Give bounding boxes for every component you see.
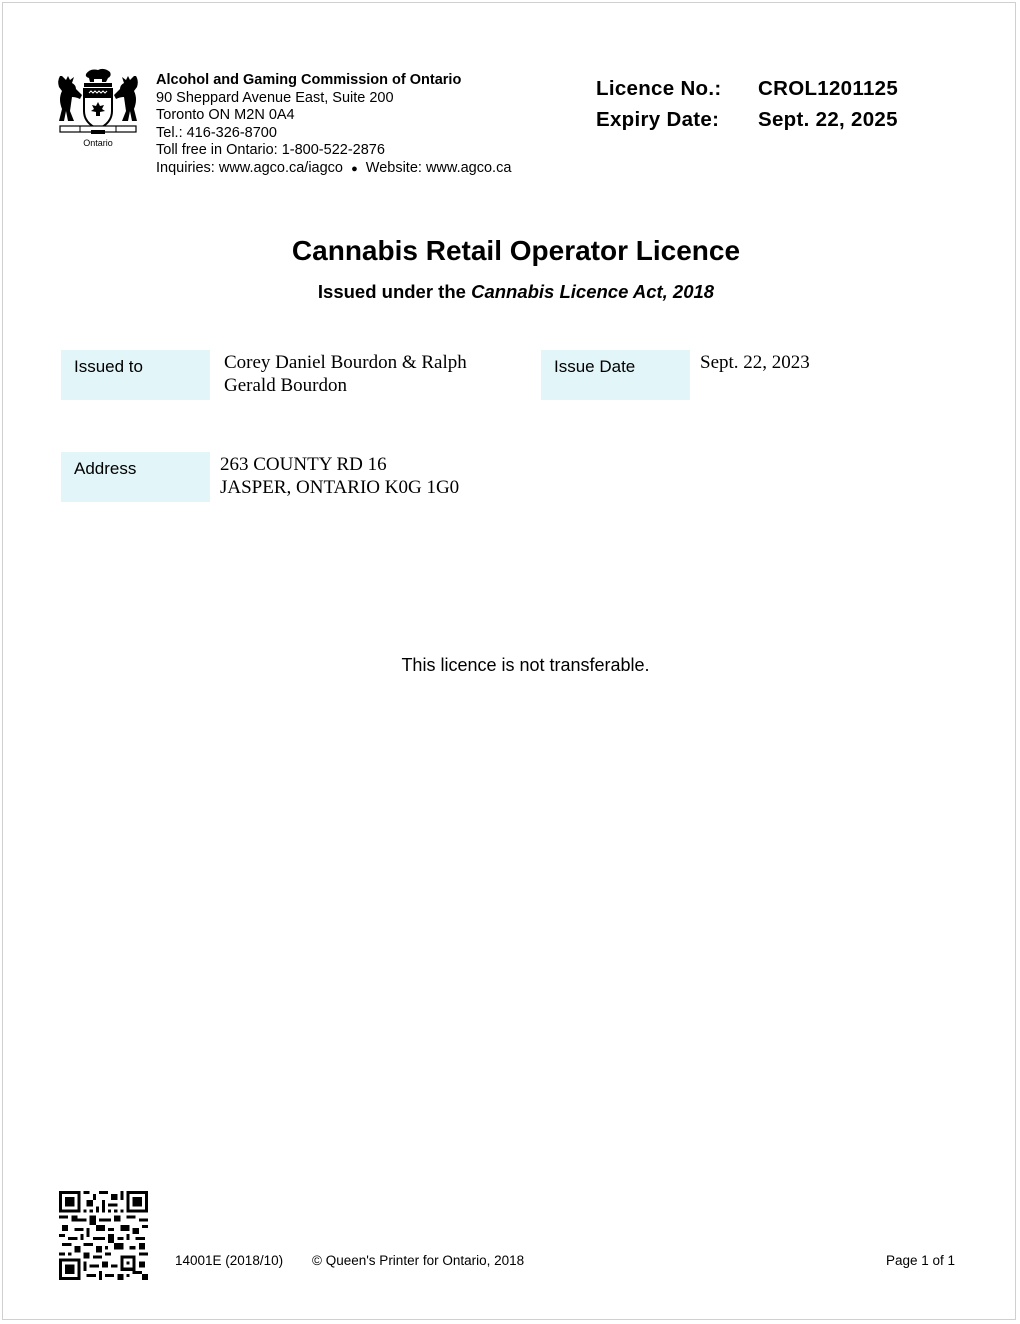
organization-info [156, 72, 511, 178]
expiry-date-label: Expiry Date: [596, 108, 720, 131]
subtitle-prefix: Issued under the [317, 281, 466, 302]
issued-to-line1: Corey Daniel Bourdon & Ralph [224, 352, 467, 373]
address-label: Address [61, 452, 210, 502]
issued-to-label: Issued to [61, 350, 210, 400]
org-address-line2: Toronto ON M2N 0A4 [156, 107, 295, 123]
non-transferable-notice: This licence is not transferable. [401, 655, 650, 675]
expiry-date-value: Sept. 22, 2025 [758, 108, 898, 131]
expiry-date-row [596, 104, 898, 135]
org-name: Alcohol and Gaming Commission of Ontario [156, 72, 462, 88]
licence-number-value: CROL1201125 [758, 77, 899, 100]
licence-number-label: Licence No.: [596, 77, 722, 100]
org-toll-free: Toll free in Ontario: 1-800-522-2876 [156, 142, 385, 158]
document-subtitle [0, 281, 1020, 303]
issued-to-line2: Gerald Bourdon [224, 375, 347, 396]
logo-caption: Ontario [83, 138, 113, 148]
org-telephone: Tel.: 416-326-8700 [156, 124, 277, 141]
issued-to-value [224, 351, 467, 397]
address-line2: JASPER, ONTARIO K0G 1G0 [220, 477, 460, 498]
org-inquiries: Inquiries: www.agco.ca/iagco [156, 159, 343, 176]
qr-code-icon [59, 1191, 148, 1280]
address-line1: 263 COUNTY RD 16 [220, 454, 387, 475]
licence-summary [596, 73, 898, 135]
page-number: Page 1 of 1 [886, 1253, 956, 1268]
issue-date-value: Sept. 22, 2023 [700, 352, 810, 373]
org-website: Website: www.agco.ca [365, 159, 512, 176]
address-value [220, 453, 459, 499]
form-number: 14001E (2018/10) [175, 1253, 284, 1268]
ontario-coat-of-arms-icon [56, 66, 140, 156]
bullet-separator: ● [351, 162, 358, 175]
org-address-line1: 90 Sheppard Avenue East, Suite 200 [156, 89, 394, 106]
document-title: Cannabis Retail Operator Licence [291, 235, 741, 266]
org-inquiries-row [156, 160, 511, 179]
copyright-notice: © Queen's Printer for Ontario, 2018 [312, 1253, 525, 1268]
licence-number-row [596, 73, 898, 104]
issue-date-label: Issue Date [541, 350, 690, 400]
subtitle-act-name: Cannabis Licence Act, 2018 [471, 281, 715, 302]
